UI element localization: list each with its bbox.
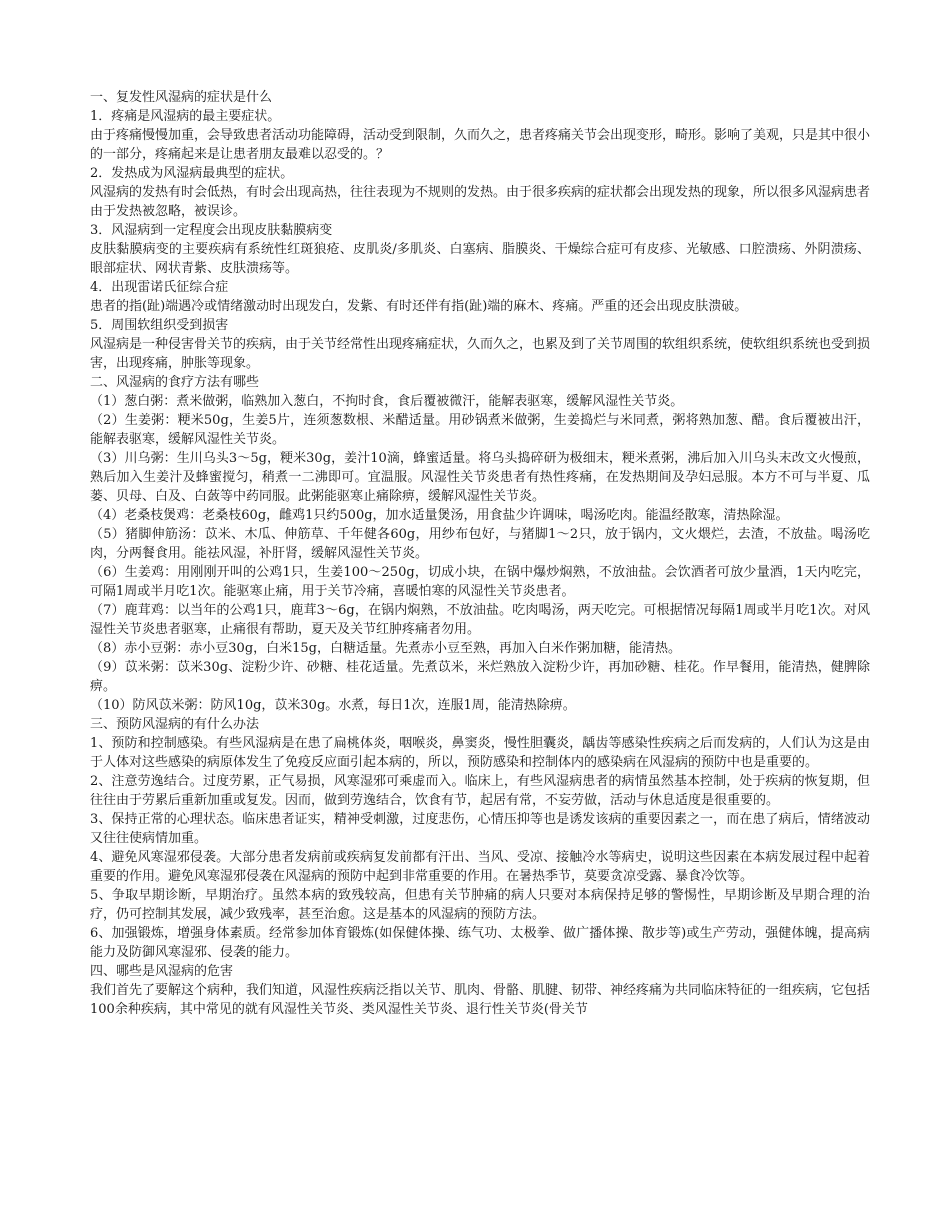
paragraph: （8）赤小豆粥：赤小豆30g，白米15g，白糖适量。先煮赤小豆至熟，再加入白米作粥加糖，能清热。 xyxy=(90,641,681,656)
paragraph: 5．周围软组织受到损害 xyxy=(90,318,229,333)
paragraph: 1．疼痛是风湿病的最主要症状。 xyxy=(90,109,281,124)
paragraph: 患者的指(趾)端遇冷或情绪激动时出现发白，发紫、有时还伴有指(趾)端的麻木、疼痛。严重的还会出现皮肤溃破。 xyxy=(90,299,748,314)
paragraph: （10）防风苡米粥：防风10g，苡米30g。水煮，每日1次，连服1周，能清热除痹。 xyxy=(90,698,576,713)
paragraph: 3．风湿病到一定程度会出现皮肤黏膜病变 xyxy=(90,223,333,238)
paragraph: 四、哪些是风湿病的危害 xyxy=(90,964,234,979)
paragraph: （1）葱白粥：煮米做粥，临熟加入葱白，不拘时食，食后覆被微汗，能解表驱寒，缓解风湿性关节炎。 xyxy=(90,394,684,409)
paragraph: 风湿病的发热有时会低热，有时会出现高热，往往表现为不规则的发热。由于很多疾病的症状都会出现发热的现象，所以很多风湿病患者由于发热被忽略，被误诊。 xyxy=(90,185,871,219)
paragraph: 风湿病是一种侵害骨关节的疾病，由于关节经常性出现疼痛症状，久而久之，也累及到了关节周围的软组织系统，使软组织系统也受到损害，出现疼痛，肿胀等现象。 xyxy=(90,337,871,371)
paragraph: 4．出现雷诺氏征综合症 xyxy=(90,280,229,295)
paragraph: 由于疼痛慢慢加重，会导致患者活动功能障碍，活动受到限制，久而久之，患者疼痛关节会出现变形，畸形。影响了美观，只是其中很小的一部分，疼痛起来是让患者朋友最难以忍受的。？ xyxy=(90,128,871,162)
paragraph: （5）猪脚伸筋汤：苡米、木瓜、伸筋草、千年健各60g，用纱布包好，与猪脚1～2只，放于锅内，文火煨烂，去渣，不放盐。喝汤吃肉，分两餐食用。能祛风湿，补肝肾，缓解风湿性关节炎。 xyxy=(90,527,870,561)
paragraph: 二、风湿病的食疗方法有哪些 xyxy=(90,375,260,390)
paragraph: （3）川乌粥：生川乌头3～5g，粳米30g，姜汁10滴，蜂蜜适量。将乌头捣碎研为极细末，粳米煮粥，沸后加入川乌头末改文火慢煎，熟后加入生姜汁及蜂蜜搅匀，稍煮一二沸即可。宜温服。风湿性关节炎患者有热性疼痛，在发热期间及孕妇忌服。本方不可与半夏、瓜蒌、贝母、白及、白蔹等中药同服。此粥能驱寒止痛除痹，缓解风湿性关节炎。 xyxy=(90,451,870,504)
paragraph: 6、加强锻炼，增强身体素质。经常参加体育锻炼(如保健体操、练气功、太极拳、做广播体操、散步等)或生产劳动，强健体魄，提高病能力及防御风寒湿邪、侵袭的能力。 xyxy=(90,926,870,960)
paragraph: 3、保持正常的心理状态。临床患者证实，精神受刺激，过度悲伤，心情压抑等也是诱发该病的重要因素之一，而在患了病后，情绪波动又往往使病情加重。 xyxy=(90,812,870,846)
paragraph: （2）生姜粥：粳米50g，生姜5片，连须葱数根、米醋适量。用砂锅煮米做粥，生姜捣烂与米同煮，粥将熟加葱、醋。食后覆被出汗，能解表驱寒，缓解风湿性关节炎。 xyxy=(90,413,870,447)
paragraph: （9）苡米粥：苡米30g、淀粉少许、砂糖、桂花适量。先煮苡米，米烂熟放入淀粉少许，再加砂糖、桂花。作早餐用，能清热，健脾除痹。 xyxy=(90,660,870,694)
paragraph: 我们首先了要解这个病种，我们知道，风湿性疾病泛指以关节、肌肉、骨骼、肌腱、韧带、神经疼痛为共同临床特征的一组疾病，它包括100余种疾病，其中常见的就有风湿性关节炎、类风湿性关节炎、退行性关节炎(骨关节 xyxy=(90,983,871,1017)
paragraph: 2．发热成为风湿病最典型的症状。 xyxy=(90,166,294,181)
paragraph: 2、注意劳逸结合。过度劳累，正气易损，风寒湿邪可乘虚而入。临床上，有些风湿病患者的病情虽然基本控制，处于疾病的恢复期，但往往由于劳累后重新加重或复发。因而，做到劳逸结合，饮食有节，起居有常，不妄劳做，活动与休息适度是很重要的。 xyxy=(90,774,870,808)
paragraph: 皮肤黏膜病变的主要疾病有系统性红斑狼疮、皮肌炎/多肌炎、白塞病、脂膜炎、干燥综合症可有皮疹、光敏感、口腔溃疡、外阴溃疡、眼部症状、网状青紫、皮肤溃疡等。 xyxy=(90,242,870,276)
paragraph: 5、争取早期诊断，早期治疗。虽然本病的致残较高，但患有关节肿痛的病人只要对本病保持足够的警惕性，早期诊断及早期合理的治疗，仍可控制其发展，减少致残率，甚至治愈。这是基本的风湿病的预防方法。 xyxy=(90,888,870,922)
paragraph: 三、预防风湿病的有什么办法 xyxy=(90,717,260,732)
paragraph: 一、复发性风湿病的症状是什么 xyxy=(90,90,273,105)
paragraph: （4）老桑枝煲鸡：老桑枝60g，雌鸡1只约500g，加水适量煲汤，用食盐少许调味，喝汤吃肉。能温经散寒，清热除湿。 xyxy=(90,508,789,523)
paragraph: 1、预防和控制感染。有些风湿病是在患了扁桃体炎，咽喉炎，鼻窦炎，慢性胆囊炎，龋齿等感染性疾病之后而发病的，人们认为这是由于人体对这些感染的病原体发生了免疫反应面引起本病的，所以，预防感染和控制体内的感染病在风湿病的预防中也是重要的。 xyxy=(90,736,870,770)
paragraph: （6）生姜鸡：用刚刚开叫的公鸡1只，生姜100～250g，切成小块，在锅中爆炒焖熟，不放油盐。会饮酒者可放少量酒，1天内吃完，可隔1周或半月吃1次。能驱寒止痛，用于关节冷痛，喜暖怕寒的风湿性关节炎患者。 xyxy=(90,565,870,599)
paragraph: （7）鹿茸鸡：以当年的公鸡1只，鹿茸3～6g，在锅内焖熟，不放油盐。吃肉喝汤，两天吃完。可根据情况每隔1周或半月吃1次。对风湿性关节炎患者驱寒，止痛很有帮助，夏天及关节红肿疼痛者勿用。 xyxy=(90,603,870,637)
paragraph: 4、避免风寒湿邪侵袭。大部分患者发病前或疾病复发前都有汗出、当风、受凉、接触冷水等病史，说明这些因素在本病发展过程中起着重要的作用。避免风寒湿邪侵袭在风湿病的预防中起到非常重要的作用。在暑热季节，莫要贪凉受露、暴食冷饮等。 xyxy=(90,850,870,884)
